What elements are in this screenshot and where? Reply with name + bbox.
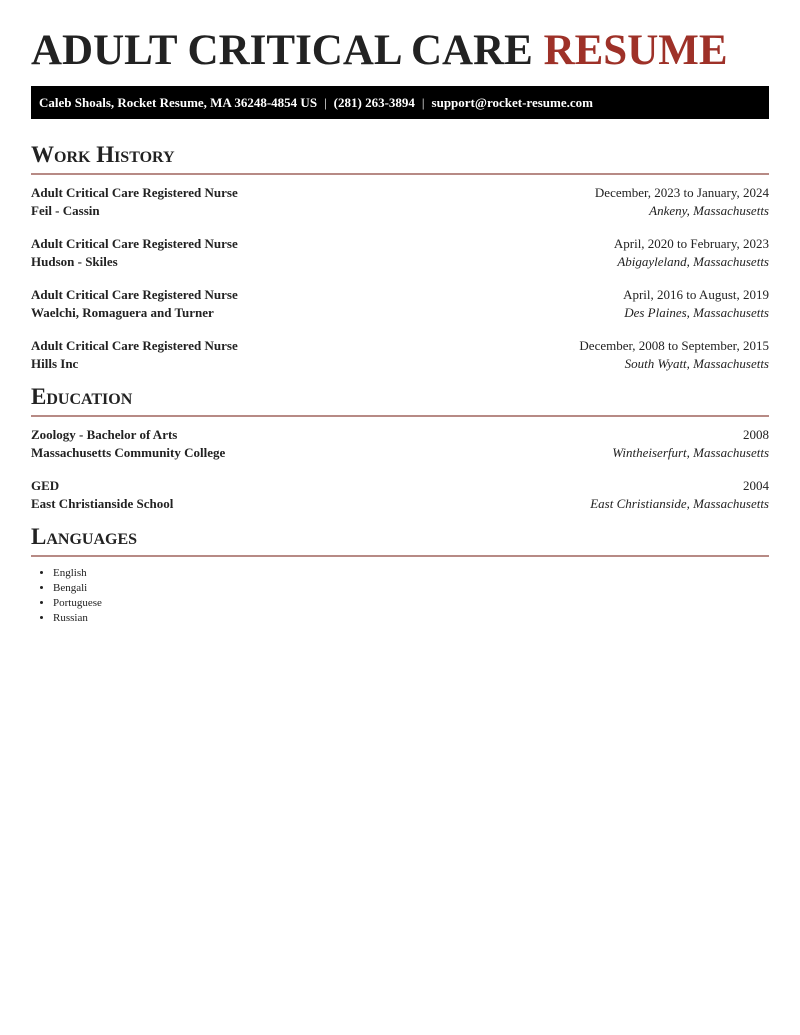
school-location: East Christianside, Massachusetts [590, 495, 769, 511]
contact-separator: | [421, 95, 425, 110]
job-location: South Wyatt, Massachusetts [624, 355, 769, 371]
resume-page [31, 0, 769, 624]
work-entry [31, 184, 769, 219]
degree: GED [31, 478, 60, 493]
job-dates: December, 2023 to January, 2024 [594, 185, 769, 200]
company-name: Hills Inc [31, 355, 79, 371]
work-entry [31, 235, 769, 270]
job-title: Adult Critical Care Registered Nurse [31, 236, 238, 251]
education-section [31, 384, 769, 512]
job-title: Adult Critical Care Registered Nurse [31, 185, 238, 200]
section-heading-work-history: Work History [31, 142, 175, 167]
work-entry [31, 286, 769, 321]
job-location: Des Plaines, Massachusetts [624, 304, 769, 320]
title-main: ADULT CRITICAL CARE [31, 27, 533, 74]
education-entry [31, 477, 769, 512]
job-dates: December, 2008 to September, 2015 [579, 338, 769, 353]
section-heading-education: Education [31, 384, 133, 409]
company-name: Feil - Cassin [31, 202, 100, 218]
section-divider [31, 555, 769, 557]
work-entry [31, 337, 769, 372]
section-divider [31, 415, 769, 417]
contact-phone: (281) 263-3894 [333, 95, 415, 110]
school-name: East Christianside School [31, 495, 174, 511]
contact-bar [31, 86, 769, 119]
job-location: Abigayleland, Massachusetts [617, 253, 769, 269]
graduation-year: 2008 [743, 427, 769, 442]
company-name: Waelchi, Romaguera and Turner [31, 304, 214, 320]
language-item: • Bengali [53, 581, 769, 596]
contact-separator: | [324, 95, 327, 110]
languages-section [31, 524, 769, 626]
language-item: • Russian [53, 611, 769, 626]
school-location: Wintheiserfurt, Massachusetts [612, 444, 769, 460]
contact-email[interactable]: support@rocket-resume.com [431, 95, 593, 110]
company-name: Hudson - Skiles [31, 253, 118, 269]
education-entry [31, 426, 769, 461]
graduation-year: 2004 [743, 478, 769, 493]
job-dates: April, 2016 to August, 2019 [623, 287, 769, 302]
degree: Zoology - Bachelor of Arts [31, 427, 178, 442]
school-name: Massachusetts Community College [31, 444, 226, 460]
job-title: Adult Critical Care Registered Nurse [31, 338, 238, 353]
language-item: • Portuguese [53, 596, 769, 611]
language-item: • English [53, 566, 769, 581]
job-dates: April, 2020 to February, 2023 [613, 236, 769, 251]
contact-address: Caleb Shoals, Rocket Resume, MA 36248-4854 US [39, 95, 318, 110]
job-location: Ankeny, Massachusetts [649, 202, 769, 218]
title-accent: RESUME [543, 27, 728, 74]
section-heading-languages: Languages [31, 524, 138, 549]
resume-title [31, 0, 769, 75]
work-history-section [31, 142, 769, 372]
languages-list [31, 566, 769, 626]
job-title: Adult Critical Care Registered Nurse [31, 287, 238, 302]
section-divider [31, 173, 769, 175]
